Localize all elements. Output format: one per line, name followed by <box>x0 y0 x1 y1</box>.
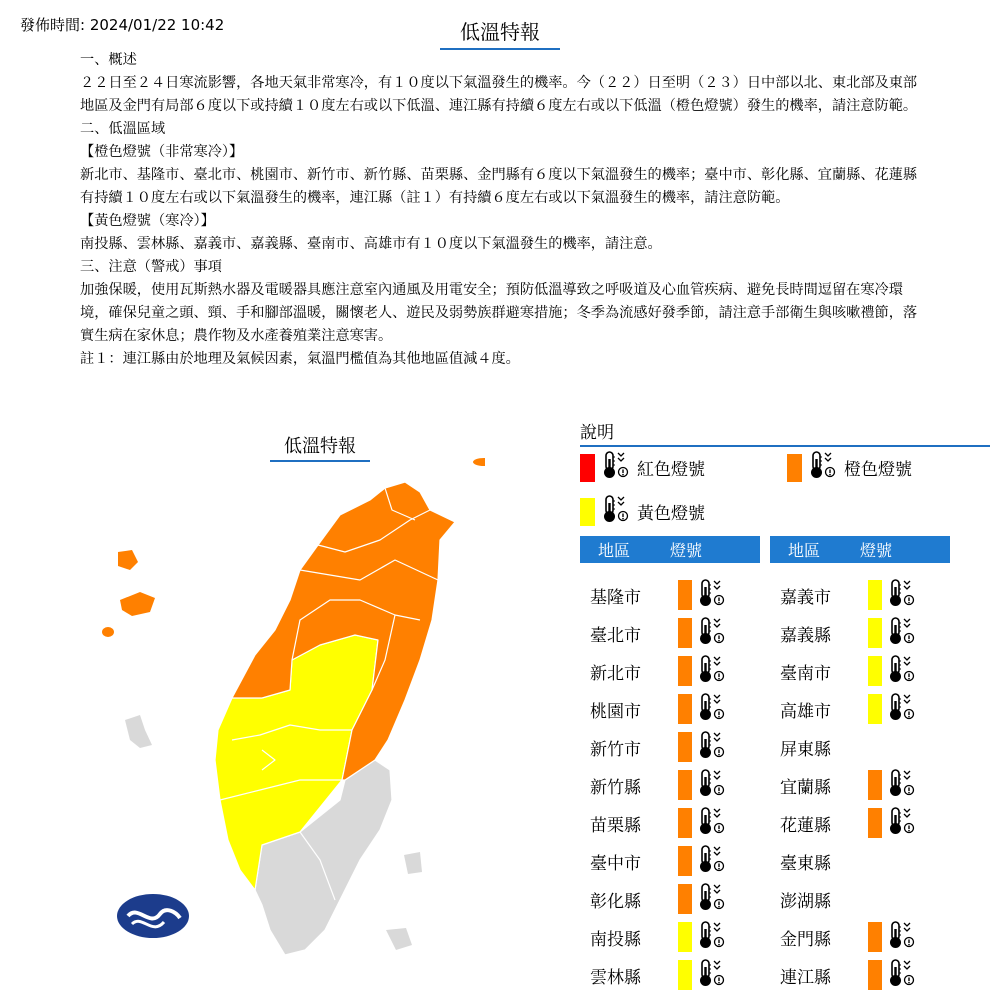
table-row <box>580 728 725 766</box>
orange-level-bar <box>678 580 692 610</box>
table-row <box>580 956 725 994</box>
region-name: 臺北市 <box>590 625 641 646</box>
region-name: 連江縣 <box>780 967 831 988</box>
thermometer-icon <box>601 494 629 529</box>
page-title: 低溫特報 <box>440 16 560 50</box>
region-name: 花蓮縣 <box>780 815 831 836</box>
note: 註１：連江縣由於地理及氣候因素，氣溫門檻值為其他地區值減４度。 <box>80 351 520 367</box>
table-row <box>770 690 915 728</box>
orange-swatch <box>787 454 802 482</box>
paragraph: ２２日至２４日寒流影響，各地天氣非常寒冷，有１０度以下氣溫發生的機率。今（２２）日至明（２３）日中部以北、東北部及東部地區及金門有局部６度以下或持續１０度左右或以下低溫、連江縣有持續６度左右或以下低溫（橙色燈號）發生的機率，請注意防範。 <box>80 75 918 114</box>
table-row <box>770 918 915 956</box>
thermometer-icon <box>697 730 725 765</box>
region-name: 基隆市 <box>590 587 641 608</box>
orange-level-bar <box>678 732 692 762</box>
thermometer-icon <box>697 654 725 689</box>
table-row <box>770 804 915 842</box>
paragraph: 新北市、基隆市、臺北市、桃園市、新竹市、新竹縣、苗栗縣、金門縣有６度以下氣溫發生的機率；臺中市、彰化縣、宜蘭縣、花蓮縣有持續１０度左右或以下氣溫發生的機率，連江縣（註１）有持續６度左右或以下氣溫發生的機率，請注意防範。 <box>80 167 918 206</box>
table-header <box>580 536 760 563</box>
section-heading: 三、注意（警戒）事項 <box>80 259 222 275</box>
yellow-level-bar <box>868 618 882 648</box>
region-name: 桃園市 <box>590 701 641 722</box>
yellow-level-bar <box>868 656 882 686</box>
paragraph: 加強保暖，使用瓦斯熱水器及電暖器具應注意室內通風及用電安全；預防低溫導致之呼吸道及心血管疾病、避免長時間逗留在寒冷環境，確保兒童之頭、頸、手和腳部溫暖，關懷老人、遊民及弱勢族群避寒措施；冬季為流感好發季節，請注意手部衛生與咳嗽禮節，落實生病在家休息；農作物及水產養殖業注意寒害。 <box>80 282 918 344</box>
yellow-level-bar <box>868 694 882 724</box>
region-name: 澎湖縣 <box>780 891 831 912</box>
legend-yellow <box>580 494 705 529</box>
issue-time: 發佈時間: 2024/01/22 10:42 <box>20 16 225 34</box>
orange-level-bar <box>868 922 882 952</box>
col-level-header: 燈號 <box>670 541 703 560</box>
col-level-header: 燈號 <box>860 541 893 560</box>
island-orchid <box>386 928 412 950</box>
yellow-swatch <box>580 498 595 526</box>
col-region-header: 地區 <box>598 541 631 560</box>
section-heading: 一、概述 <box>80 52 137 68</box>
island-kinmen-1 <box>118 550 138 570</box>
thermometer-icon <box>887 806 915 841</box>
paragraph: 南投縣、雲林縣、嘉義市、嘉義縣、臺南市、高雄市有１０度以下氣溫發生的機率，請注意。 <box>80 236 662 252</box>
region-name: 苗栗縣 <box>590 815 641 836</box>
taiwan-map <box>95 450 485 960</box>
table-row <box>580 842 725 880</box>
table-row <box>770 728 915 766</box>
island-kinmen-2 <box>120 592 155 616</box>
region-table-right <box>770 536 950 988</box>
thermometer-icon <box>697 882 725 917</box>
yellow-level-bar <box>678 960 692 990</box>
legend-red-label: 紅色燈號 <box>637 460 705 480</box>
island-matsu <box>473 458 485 466</box>
orange-level-bar <box>678 884 692 914</box>
region-name: 新竹市 <box>590 739 641 760</box>
thermometer-icon <box>887 920 915 955</box>
yellow-level-bar <box>678 922 692 952</box>
table-row <box>770 766 915 804</box>
region-name: 彰化縣 <box>590 891 641 912</box>
table-row <box>770 614 915 652</box>
orange-level-bar <box>678 808 692 838</box>
orange-level-bar <box>678 694 692 724</box>
thermometer-icon <box>808 450 836 485</box>
region-name: 臺南市 <box>780 663 831 684</box>
thermometer-icon <box>697 920 725 955</box>
region-name: 臺東縣 <box>780 853 831 874</box>
thermometer-icon <box>887 654 915 689</box>
thermometer-icon <box>601 450 629 485</box>
thermometer-icon <box>697 806 725 841</box>
yellow-level-bar <box>868 580 882 610</box>
table-row <box>580 918 725 956</box>
table-row <box>770 956 915 994</box>
report-text <box>80 49 925 371</box>
thermometer-icon <box>697 958 725 993</box>
table-row <box>580 614 725 652</box>
orange-level-bar <box>678 618 692 648</box>
legend-yellow-label: 黃色燈號 <box>637 504 705 524</box>
legend-title: 說明 <box>580 418 990 447</box>
thermometer-icon <box>697 844 725 879</box>
region-table-left <box>580 536 760 988</box>
subheading: 【橙色燈號（非常寒冷）】 <box>80 144 244 160</box>
region-name: 臺中市 <box>590 853 641 874</box>
section-heading: 二、低溫區域 <box>80 121 166 137</box>
map-title: 低溫特報 <box>270 432 370 462</box>
col-region-header: 地區 <box>788 541 821 560</box>
table-header <box>770 536 950 563</box>
region-name: 新北市 <box>590 663 641 684</box>
table-row <box>580 690 725 728</box>
table-row <box>580 652 725 690</box>
region-name: 南投縣 <box>590 929 641 950</box>
thermometer-icon <box>697 616 725 651</box>
subheading: 【黃色燈號（寒冷）】 <box>80 213 215 229</box>
orange-level-bar <box>868 808 882 838</box>
region-name: 金門縣 <box>780 929 831 950</box>
island-penghu <box>125 715 152 748</box>
island-green <box>404 852 422 874</box>
table-row <box>770 652 915 690</box>
region-name: 屏東縣 <box>780 739 831 760</box>
region-name: 新竹縣 <box>590 777 641 798</box>
orange-level-bar <box>868 960 882 990</box>
table-row <box>580 880 725 918</box>
region-name: 高雄市 <box>780 701 831 722</box>
table-row <box>770 842 915 880</box>
thermometer-icon <box>887 768 915 803</box>
table-row <box>770 576 915 614</box>
thermometer-icon <box>697 768 725 803</box>
table-row <box>580 576 725 614</box>
thermometer-icon <box>887 616 915 651</box>
table-row <box>580 804 725 842</box>
island-kinmen-3 <box>102 627 114 637</box>
region-name: 宜蘭縣 <box>780 777 831 798</box>
table-rows <box>770 576 915 994</box>
thermometer-icon <box>697 692 725 727</box>
red-swatch <box>580 454 595 482</box>
thermometer-icon <box>697 578 725 613</box>
orange-level-bar <box>678 846 692 876</box>
table-rows <box>580 576 725 994</box>
legend-red <box>580 450 705 485</box>
region-name: 嘉義縣 <box>780 625 831 646</box>
region-name: 雲林縣 <box>590 967 641 988</box>
thermometer-icon <box>887 578 915 613</box>
legend-orange-label: 橙色燈號 <box>844 460 912 480</box>
region-name: 嘉義市 <box>780 587 831 608</box>
orange-level-bar <box>868 770 882 800</box>
orange-level-bar <box>678 656 692 686</box>
cwa-logo <box>117 894 189 938</box>
table-row <box>770 880 915 918</box>
table-row <box>580 766 725 804</box>
legend-orange <box>787 450 912 485</box>
orange-level-bar <box>678 770 692 800</box>
thermometer-icon <box>887 958 915 993</box>
thermometer-icon <box>887 692 915 727</box>
